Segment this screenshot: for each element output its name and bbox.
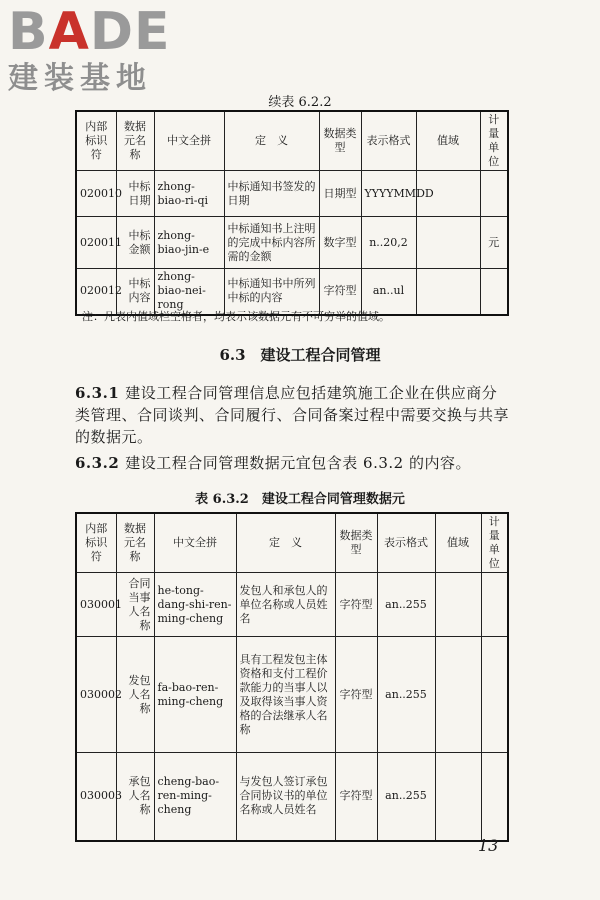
table-cell: 中标金额: [116, 217, 154, 269]
table1-caption: 续表 6.2.2: [268, 95, 332, 110]
table-cell: an..255: [377, 573, 435, 637]
table-cell: [481, 753, 508, 841]
table-cell: 020012: [76, 269, 116, 315]
table-cell: zhong-biao-ri-qi: [154, 171, 224, 217]
table-cell: 030002: [76, 637, 116, 753]
table2-header: 表示格式: [377, 513, 435, 573]
table2-header: 内部标识符: [76, 513, 116, 573]
table1-header: 定 义: [224, 111, 319, 171]
table-cell: 020010: [76, 171, 116, 217]
table1-header-row: [76, 111, 508, 171]
table-cell: an..255: [377, 753, 435, 841]
table-cell: an..ul: [361, 269, 416, 315]
table1-header: 数据元名称: [116, 111, 154, 171]
table-cell: [416, 269, 480, 315]
table-cell: [435, 753, 481, 841]
logo-subtitle: 建装基地: [8, 61, 152, 96]
table2: [75, 512, 509, 842]
table-row: [76, 171, 508, 217]
clause-6-3-2: [75, 452, 510, 474]
table-cell: 020011: [76, 217, 116, 269]
table-cell: [480, 171, 508, 217]
table-cell: 字符型: [335, 637, 377, 753]
table-cell: 元: [480, 217, 508, 269]
table-cell: [435, 637, 481, 753]
table-cell: 字符型: [335, 753, 377, 841]
clause-6-3-1: [75, 382, 510, 448]
table-cell: an..255: [377, 637, 435, 753]
table-row: [76, 217, 508, 269]
table-cell: 中标内容: [116, 269, 154, 315]
table-cell: 发包人名称: [116, 637, 154, 753]
table-cell: YYYYMMDD: [361, 171, 416, 217]
logo-brand: BADE: [8, 2, 171, 62]
table-cell: 具有工程发包主体资格和支付工程价款能力的当事人以及取得该当事人资格的合法继承人名称: [236, 637, 335, 753]
table2-header: 数据类型: [335, 513, 377, 573]
table-cell: 中标通知书中所列中标的内容: [224, 269, 319, 315]
table1-header: 值域: [416, 111, 480, 171]
table-row: [76, 753, 508, 841]
table-cell: [481, 573, 508, 637]
table-cell: 030001: [76, 573, 116, 637]
table-cell: 中标日期: [116, 171, 154, 217]
table1-header: 内部标识符: [76, 111, 116, 171]
table-cell: zhong-biao-nei-rong: [154, 269, 224, 315]
table-note: 注：凡表内值域栏空格者，均表示该数据元有不可穷举的值域。: [82, 310, 390, 323]
table-cell: 数字型: [319, 217, 361, 269]
table2-header: 计量单位: [481, 513, 508, 573]
table-cell: n..20,2: [361, 217, 416, 269]
table1-header: 表示格式: [361, 111, 416, 171]
table-cell: zhong-biao-jin-e: [154, 217, 224, 269]
table2-header: 定 义: [236, 513, 335, 573]
bade-logo: [8, 4, 183, 96]
table-cell: [435, 573, 481, 637]
table-cell: 发包人和承包人的单位名称或人员姓名: [236, 573, 335, 637]
table2-header: 数据元名称: [116, 513, 154, 573]
table-cell: he-tong-dang-shi-ren-ming-cheng: [154, 573, 236, 637]
table-cell: 与发包人签订承包合同协议书的单位名称或人员姓名: [236, 753, 335, 841]
table1-header: 计量单位: [480, 111, 508, 171]
table-cell: 中标通知书签发的日期: [224, 171, 319, 217]
table-cell: 中标通知书上注明的完成中标内容所需的金额: [224, 217, 319, 269]
table1: [75, 110, 509, 316]
table1-header: 数据类型: [319, 111, 361, 171]
table-cell: [480, 269, 508, 315]
clause-text: 建设工程合同管理数据元宜包含表 6.3.2 的内容。: [125, 454, 471, 472]
table-cell: 承包人名称: [116, 753, 154, 841]
table-row: [76, 573, 508, 637]
table-cell: 合同当事人名称: [116, 573, 154, 637]
table2-caption: 表 6.3.2 建设工程合同管理数据元: [195, 492, 405, 507]
table-cell: 字符型: [319, 269, 361, 315]
table1-header: 中文全拼: [154, 111, 224, 171]
table-cell: fa-bao-ren-ming-cheng: [154, 637, 236, 753]
table-cell: 030003: [76, 753, 116, 841]
table2-header-row: [76, 513, 508, 573]
table-cell: [416, 217, 480, 269]
clause-number: 6.3.1: [75, 384, 120, 402]
table-cell: 日期型: [319, 171, 361, 217]
clause-number: 6.3.2: [75, 454, 120, 472]
table2-header: 中文全拼: [154, 513, 236, 573]
table-cell: [481, 637, 508, 753]
section-title: 6.3 建设工程合同管理: [219, 346, 381, 364]
table2-header: 值域: [435, 513, 481, 573]
clause-text: 建设工程合同管理信息应包括建筑施工企业在供应商分类管理、合同谈判、合同履行、合同备案过程中需要交换与共享的数据元。: [75, 384, 510, 446]
page-number: 13: [478, 836, 499, 855]
table-row: [76, 637, 508, 753]
table-cell: cheng-bao-ren-ming-cheng: [154, 753, 236, 841]
table-cell: 字符型: [335, 573, 377, 637]
